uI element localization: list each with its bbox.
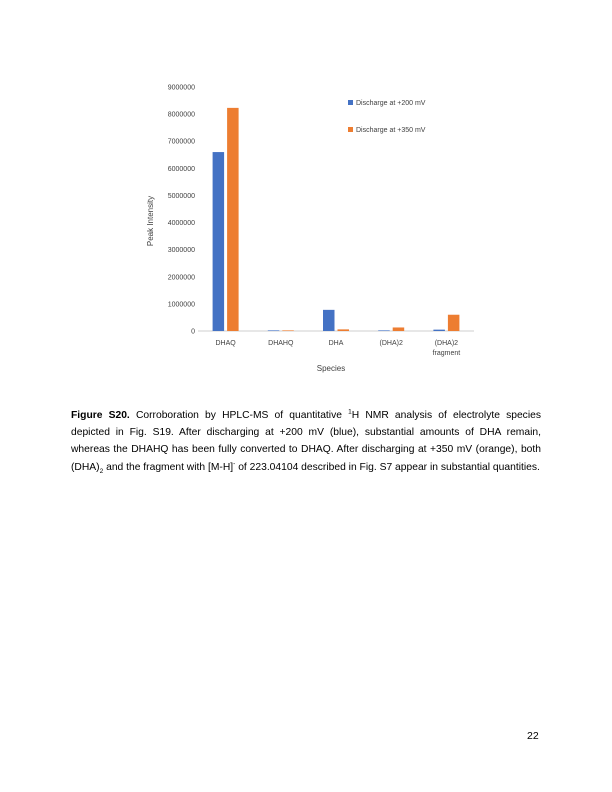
x-axis-label: Species — [316, 364, 346, 373]
bars — [213, 108, 460, 331]
y-axis-label: Peak Intensity — [146, 195, 155, 247]
bar-discharge-200mv — [213, 152, 225, 331]
x-tick-label: DHAQ — [215, 340, 236, 347]
legend-swatch — [348, 100, 353, 105]
caption-nmr-superscript: 1 — [348, 408, 352, 416]
caption-text-4: of 223.04104 described in Fig. S7 appear in substantial quantities. — [235, 461, 540, 473]
y-tick-label: 3000000 — [167, 247, 195, 255]
y-tick-label: 2000000 — [167, 274, 195, 282]
y-tick-label: 8000000 — [167, 111, 195, 119]
y-tick-label: 4000000 — [167, 220, 195, 228]
legend-swatch — [348, 127, 353, 132]
y-tick-label: 0 — [191, 328, 195, 336]
bar-discharge-200mv — [268, 330, 280, 331]
x-tick-label: fragment — [432, 350, 461, 357]
bar-discharge-350mv — [282, 330, 294, 331]
bar-discharge-200mv — [433, 330, 445, 331]
caption-minus-superscript: - — [233, 460, 236, 468]
legend-label: Discharge at +200 mV — [356, 100, 426, 107]
caption-text-3: and the fragment with [M-H] — [103, 461, 234, 473]
bar-discharge-200mv — [323, 310, 335, 331]
y-tick-label: 1000000 — [167, 301, 195, 309]
y-tick-label: 9000000 — [167, 84, 195, 92]
legend — [348, 100, 426, 134]
x-tick-label: DHAHQ — [268, 340, 294, 347]
caption-subscript: 2 — [99, 467, 104, 475]
caption-text-1: Corroboration by HPLC-MS of quantitative — [129, 410, 349, 421]
legend-label: Discharge at +350 mV — [356, 127, 426, 134]
caption-label: Figure S20. — [71, 410, 130, 421]
bar-discharge-350mv — [227, 108, 239, 331]
x-tick-label: (DHA)2 — [379, 340, 403, 347]
x-tick-label: DHA — [328, 340, 344, 347]
bar-discharge-350mv — [448, 315, 460, 331]
bar-chart — [140, 76, 480, 386]
bar-discharge-200mv — [378, 330, 390, 331]
caption-text-2: H NMR analysis of electrolyte species depicted in Fig. S19. After discharging at +200 mV (blue), substantial amounts of DHA remain, whereas the DHAHQ has been fully converted to DHAQ. After discharging at +350 mV (orange), both (DHA) — [71, 410, 541, 473]
y-axis-ticks — [168, 85, 195, 336]
y-tick-label: 6000000 — [167, 165, 195, 173]
figure-caption — [71, 407, 541, 476]
y-tick-label: 5000000 — [167, 192, 195, 200]
bar-discharge-350mv — [393, 327, 405, 331]
page-number: 22 — [527, 730, 539, 742]
bar-discharge-350mv — [338, 329, 350, 331]
x-axis-ticks — [215, 340, 460, 357]
y-tick-label: 7000000 — [167, 138, 195, 146]
x-tick-label: (DHA)2 — [434, 340, 459, 347]
